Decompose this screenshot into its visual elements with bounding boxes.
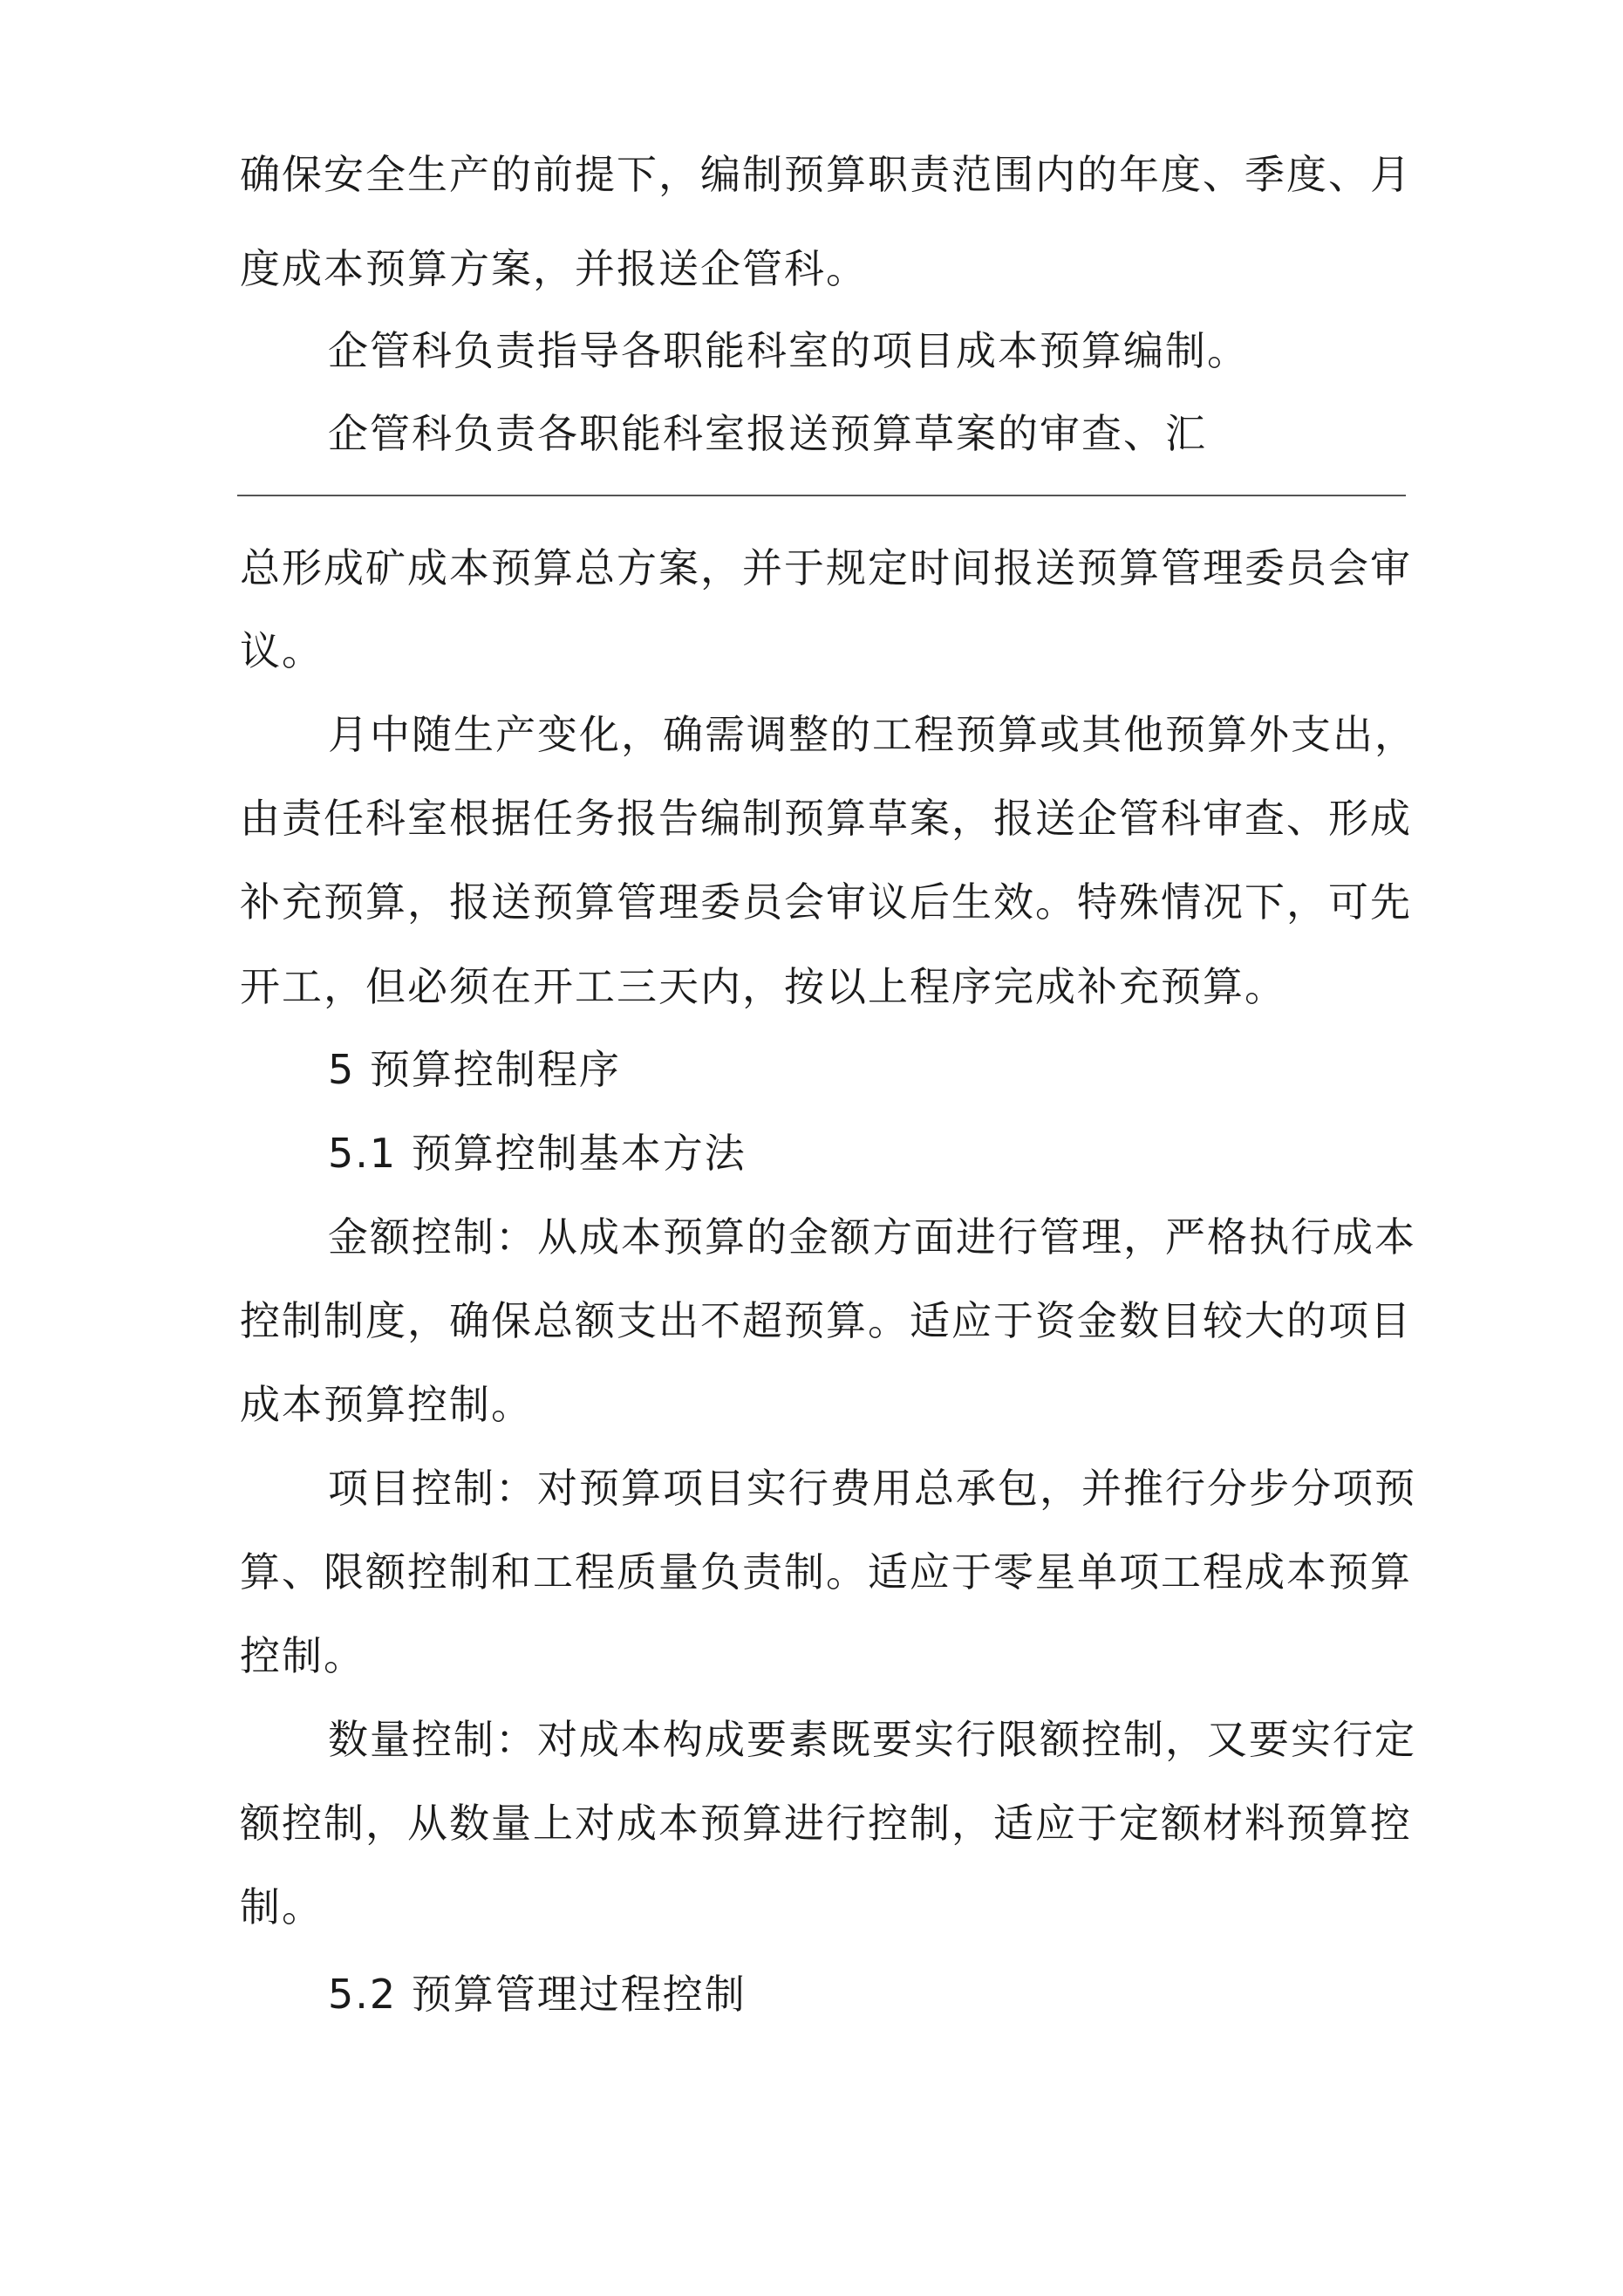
paragraph-line: 控制。 bbox=[240, 1632, 365, 1679]
paragraph-line: 算、限额控制和工程质量负责制。适应于零星单项工程成本预算 bbox=[240, 1548, 1412, 1596]
paragraph-line: 项目控制：对预算项目实行费用总承包，并推行分步分项预 bbox=[328, 1465, 1416, 1512]
paragraph-line: 度成本预算方案，并报送企管科。 bbox=[240, 245, 868, 292]
paragraph-line: 确保安全生产的前提下，编制预算职责范围内的年度、季度、月 bbox=[240, 151, 1412, 198]
paragraph-line: 制。 bbox=[240, 1883, 324, 1930]
paragraph-line: 月中随生产变化，确需调整的工程预算或其他预算外支出， bbox=[328, 711, 1416, 758]
paragraph-line: 补充预算，报送预算管理委员会审议后生效。特殊情况下，可先 bbox=[240, 878, 1412, 926]
subsection-heading: 5.1 预算控制基本方法 bbox=[328, 1130, 747, 1177]
paragraph-line: 总形成矿成本预算总方案，并于规定时间报送预算管理委员会审 bbox=[240, 544, 1412, 591]
paragraph-line: 由责任科室根据任务报告编制预算草案，报送企管科审查、形成 bbox=[240, 795, 1412, 842]
paragraph-line: 开工，但必须在开工三天内，按以上程序完成补充预算。 bbox=[240, 963, 1286, 1010]
paragraph-line: 企管科负责指导各职能科室的项目成本预算编制。 bbox=[328, 327, 1249, 374]
section-divider bbox=[237, 495, 1406, 496]
paragraph-line: 数量控制：对成本构成要素既要实行限额控制，又要实行定 bbox=[328, 1716, 1416, 1763]
section-heading: 5 预算控制程序 bbox=[328, 1046, 621, 1093]
paragraph-line: 控制制度，确保总额支出不超预算。适应于资金数目较大的项目 bbox=[240, 1297, 1412, 1344]
paragraph-line: 金额控制：从成本预算的金额方面进行管理，严格执行成本 bbox=[328, 1213, 1416, 1261]
subsection-heading: 5.2 预算管理过程控制 bbox=[328, 1971, 747, 2018]
paragraph-line: 议。 bbox=[240, 627, 324, 674]
paragraph-line: 成本预算控制。 bbox=[240, 1381, 533, 1428]
paragraph-line: 企管科负责各职能科室报送预算草案的审查、汇 bbox=[328, 410, 1207, 457]
paragraph-line: 额控制，从数量上对成本预算进行控制，适应于定额材料预算控 bbox=[240, 1800, 1412, 1847]
